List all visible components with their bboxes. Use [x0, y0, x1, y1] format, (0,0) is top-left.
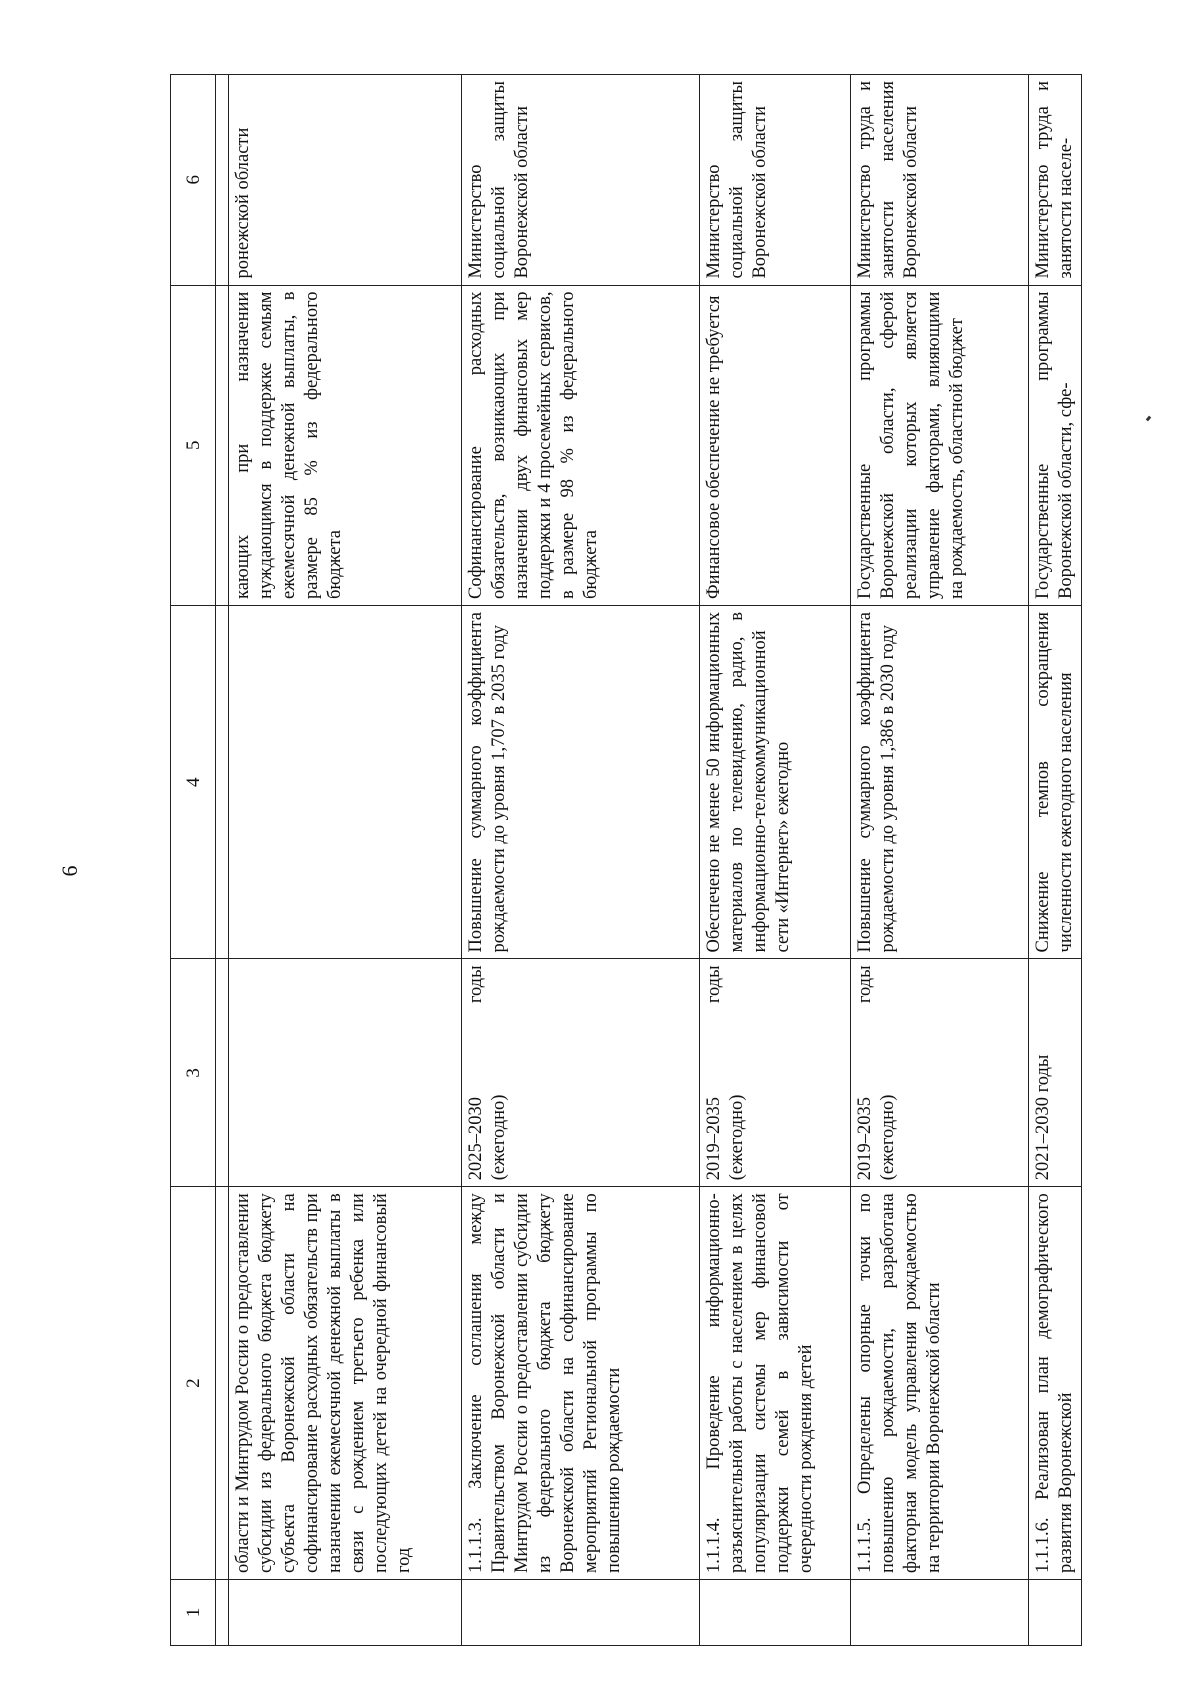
- cell-period: 2021–2030 годы: [1029, 959, 1082, 1187]
- cell-activity: 1.1.1.6. Реализован план демографического развития Воронежской: [1029, 1187, 1082, 1580]
- cell-funding: Государственные программы Воронежской области, сферой реализации которых является управление факторами, влияющими на рождаемость, областной бюджет: [851, 285, 1029, 605]
- cell-result: Обеспечено не менее 50 информационных материалов по телевидению, радио, в информационно-телекоммуникационной сети «Интернет» ежегодно: [700, 606, 851, 959]
- scan-mark: [1146, 416, 1152, 422]
- cell-activity: 1.1.1.5. Определены опорные точки по повышению рождаемости, разработана факторная модель управления рождаемостью на территории Воронежской области: [851, 1187, 1029, 1580]
- cell-number: [851, 1580, 1029, 1646]
- header-col-1: 1: [171, 1580, 216, 1646]
- cell-funding: кающих при назначении нуждающимся в поддержке семьям ежемесячной денежной выплаты, в размере 85 % из федерального бюджета: [229, 285, 462, 605]
- rotated-table-container: [170, 74, 1076, 1646]
- cell-period: 2025–2030 годы (ежегодно): [462, 959, 700, 1187]
- header-col-5: 5: [171, 285, 216, 605]
- cell-responsible: Министерство социальной защиты Воронежской области: [700, 75, 851, 286]
- table-row: [462, 75, 700, 1646]
- cell-responsible: Министерство социальной защиты Воронежской области: [462, 75, 700, 286]
- cell-period: 2019–2035 годы (ежегодно): [700, 959, 851, 1187]
- cell-result: Повышение суммарного коэффициента рождаемости до уровня 1,386 в 2030 году: [851, 606, 1029, 959]
- cell-number: [700, 1580, 851, 1646]
- cell-funding: Государственные программы Воронежской области, сфе-: [1029, 285, 1082, 605]
- header-col-6: 6: [171, 75, 216, 286]
- header-col-4: 4: [171, 606, 216, 959]
- cell-funding: Финансовое обеспечение не требуется: [700, 285, 851, 605]
- cell-number: [229, 1580, 462, 1646]
- header-col-2: 2: [171, 1187, 216, 1580]
- cell-number: [1029, 1580, 1082, 1646]
- cell-activity: 1.1.1.4. Проведение информационно-разъяснительной работы с населением в целях популяризации системы мер финансовой поддержки семей в зависимости от очередности рождения детей: [700, 1187, 851, 1580]
- spacer-row: [216, 75, 229, 1646]
- cell-responsible: Министерство труда и занятости населе-: [1029, 75, 1082, 286]
- page-number: 6: [57, 865, 82, 877]
- header-col-3: 3: [171, 959, 216, 1187]
- cell-responsible: ронежской области: [229, 75, 462, 286]
- program-table: [170, 74, 1082, 1646]
- cell-result: Повышение суммарного коэффициента рождаемости до уровня 1,707 в 2035 году: [462, 606, 700, 959]
- cell-result: [229, 606, 462, 959]
- cell-result: Снижение темпов сокращения численности ежегодного населения: [1029, 606, 1082, 959]
- table-row: [229, 75, 462, 1646]
- cell-period: [229, 959, 462, 1187]
- cell-number: [462, 1580, 700, 1646]
- cell-activity: области и Минтрудом России о предоставлении субсидии из федерального бюджета бюджету субъекта Воронежской области на софинансирование расходных обязательств при назначении ежемесячной денежной выплаты в связи с рождением третьего ребенка или последующих детей на очередной финансовый год: [229, 1187, 462, 1580]
- header-row: [171, 75, 216, 1646]
- table-row: [851, 75, 1029, 1646]
- cell-period: 2019–2035 годы (ежегодно): [851, 959, 1029, 1187]
- table-row: [700, 75, 851, 1646]
- cell-funding: Софинансирование расходных обязательств, возникающих при назначении двух финансовых мер поддержки и 4 просемейных сервисов, в размере 98 % из федерального бюджета: [462, 285, 700, 605]
- table-row: [1029, 75, 1082, 1646]
- cell-activity: 1.1.1.3. Заключение соглашения между Правительством Воронежской области и Минтрудом России о предоставлении субсидии из федерального бюджета бюджету Воронежской области на софинансирование мероприятий Региональной программы по повышению рождаемости: [462, 1187, 700, 1580]
- cell-responsible: Министерство труда и занятости населения Воронежской области: [851, 75, 1029, 286]
